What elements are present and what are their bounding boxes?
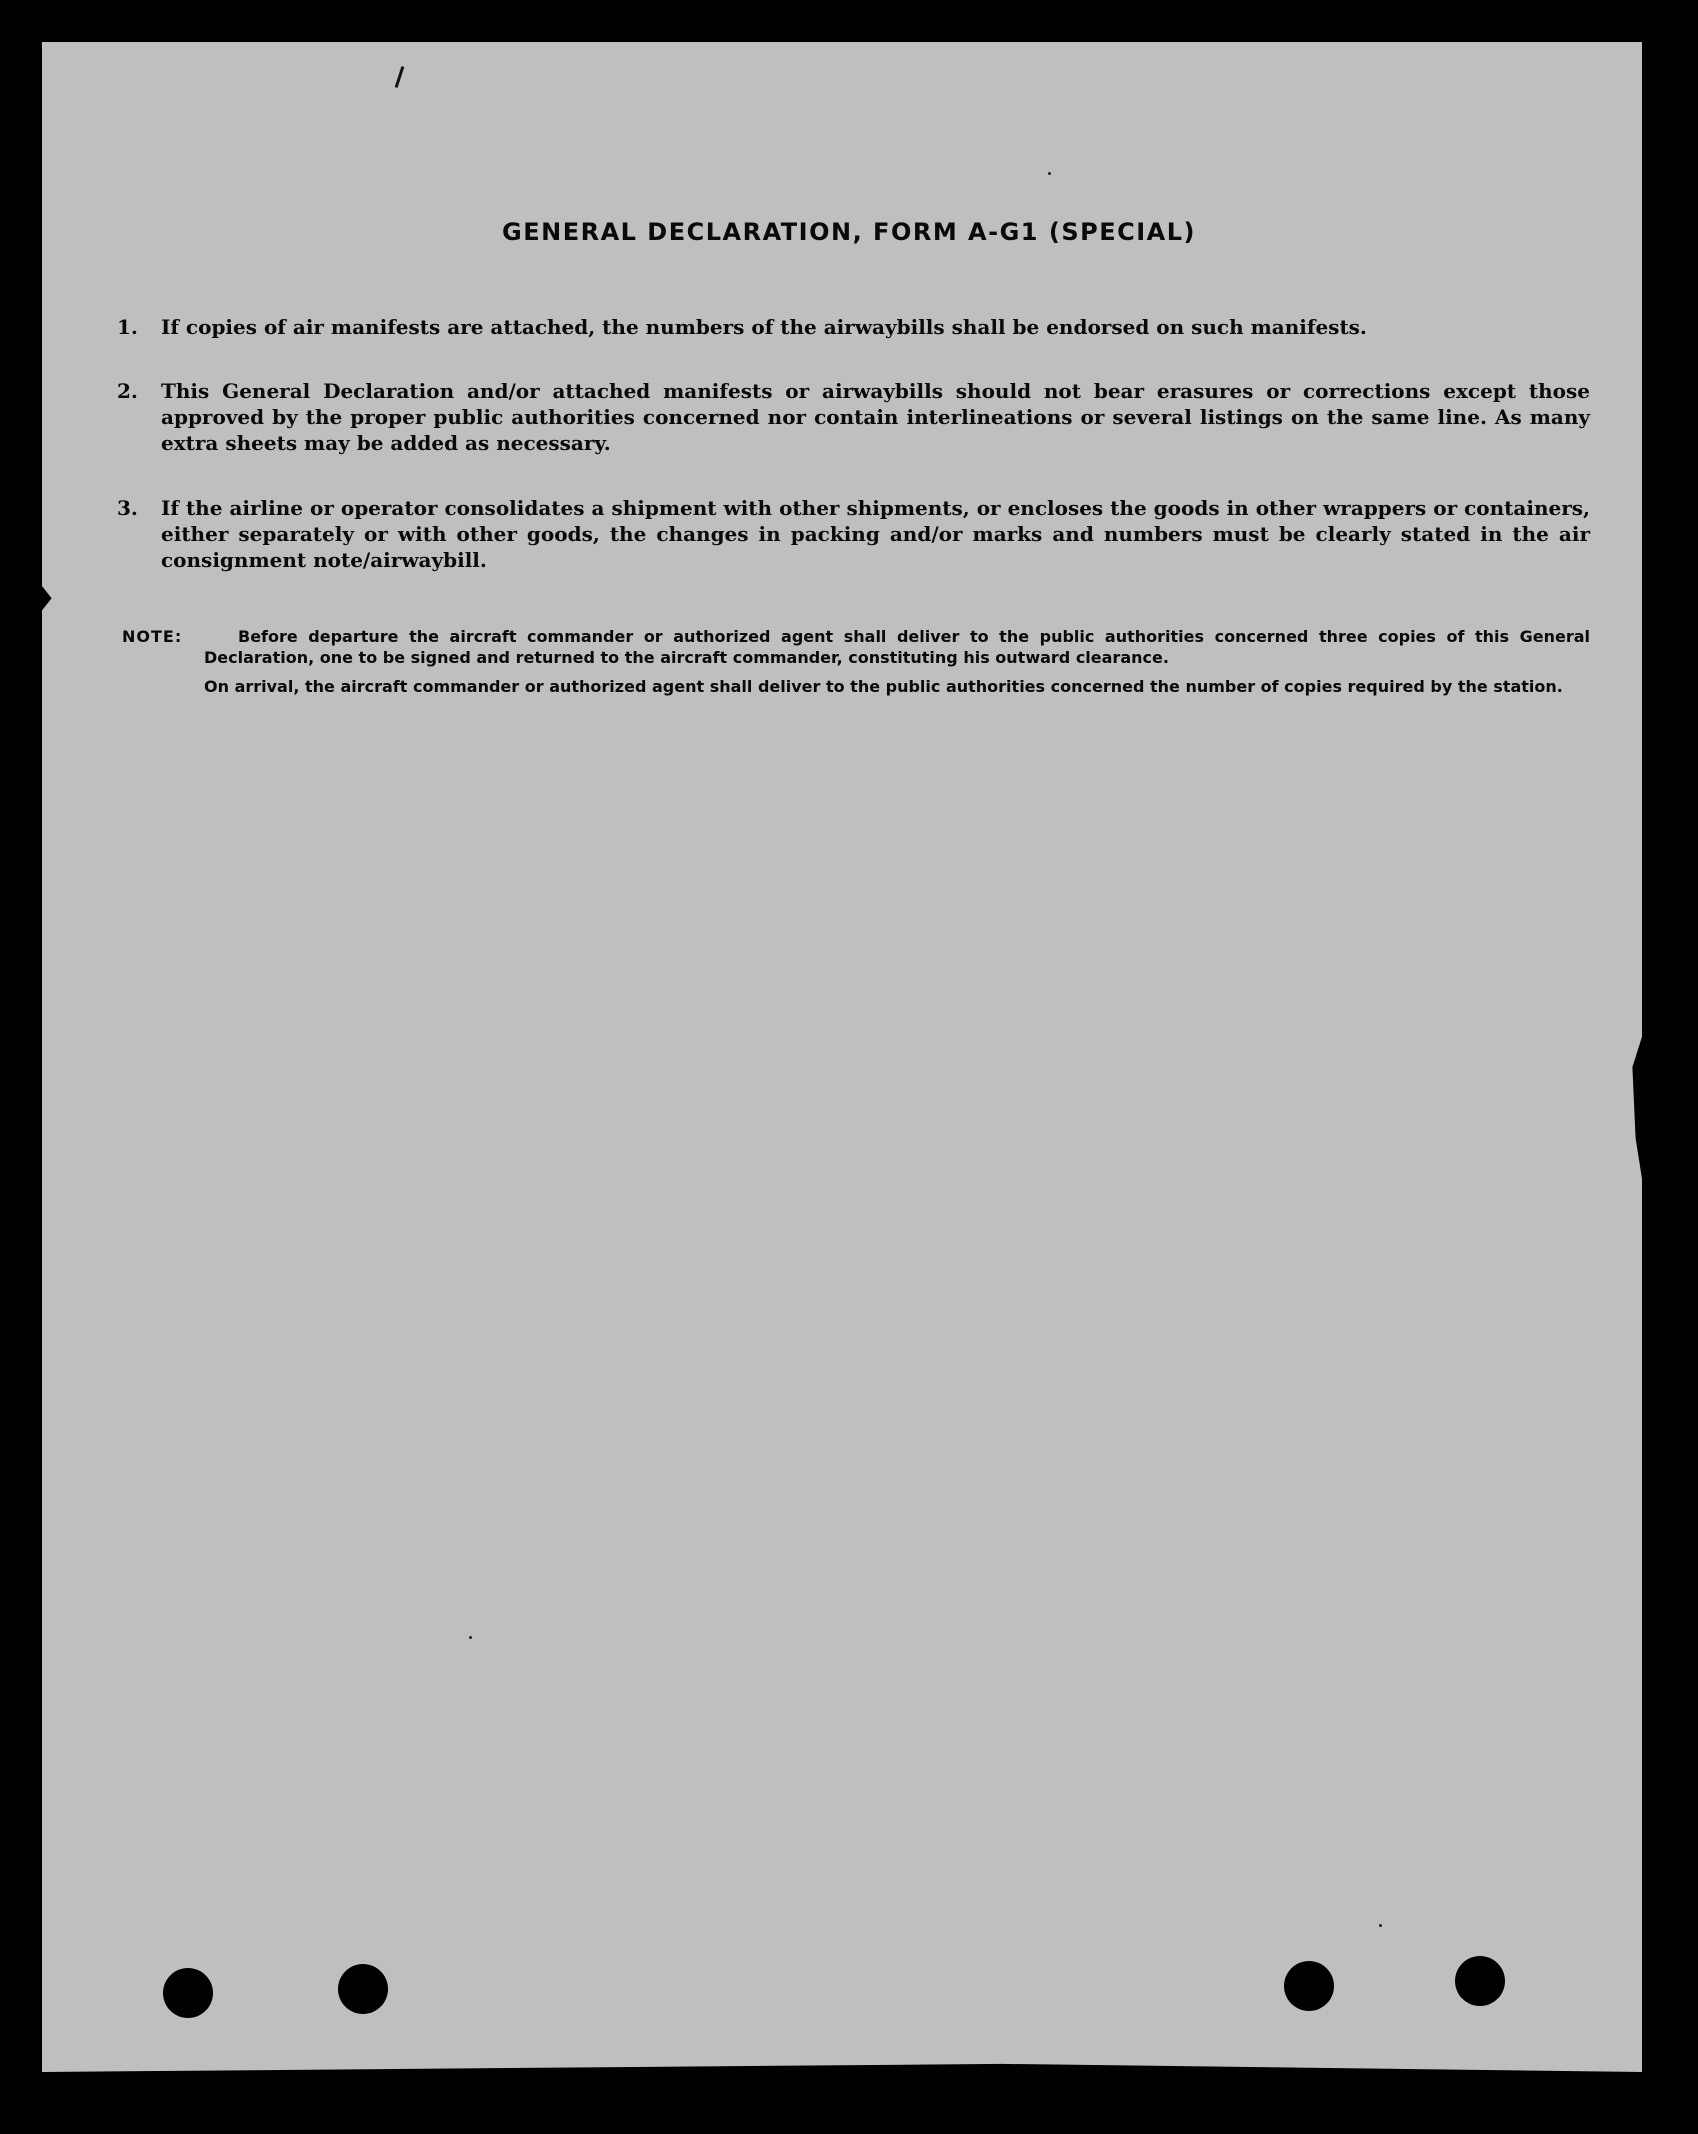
- item-text: If copies of air manifests are attached, the numbers of the airwaybills shall be endorsed on such manifests.: [161, 315, 1367, 339]
- punch-hole: [163, 1968, 213, 2018]
- item-text: This General Declaration and/or attached manifests or airwaybills should not bear erasures or corrections except those approved by the proper public authorities concerned nor contain interlineations or several listings on the same line. As many extra sheets may be added as necessary.: [161, 379, 1590, 455]
- item-text: If the airline or operator consolidates a shipment with other shipments, or encloses the goods in other wrappers or containers, either separately or with other goods, the changes in packing and/or marks and numbers must be clearly stated in the air consignment note/airwaybill.: [161, 496, 1590, 572]
- note-paragraph: On arrival, the aircraft commander or authorized agent shall deliver to the public authorities concerned the number of copies required by the station.: [204, 677, 1563, 696]
- punch-hole: [1455, 1956, 1505, 2006]
- document-title: GENERAL DECLARATION, FORM A-G1 (SPECIAL): [502, 218, 1196, 246]
- note-label: NOTE:: [122, 627, 183, 646]
- punch-hole: [1284, 1961, 1334, 2011]
- punch-hole: [338, 1964, 388, 2014]
- list-item: [117, 495, 1590, 573]
- pen-tick-mark: [395, 66, 405, 88]
- list-item: [117, 378, 1590, 456]
- item-number: 1.: [117, 315, 138, 339]
- item-number: 3.: [117, 496, 138, 520]
- note-section: [122, 626, 1590, 705]
- note-paragraph: Before departure the aircraft commander or authorized agent shall deliver to the public authorities concerned three copies of this General Declaration, one to be signed and returned to the aircraft commander, constituting his outward clearance.: [204, 627, 1590, 667]
- list-item: [117, 314, 1590, 340]
- item-number: 2.: [117, 379, 138, 403]
